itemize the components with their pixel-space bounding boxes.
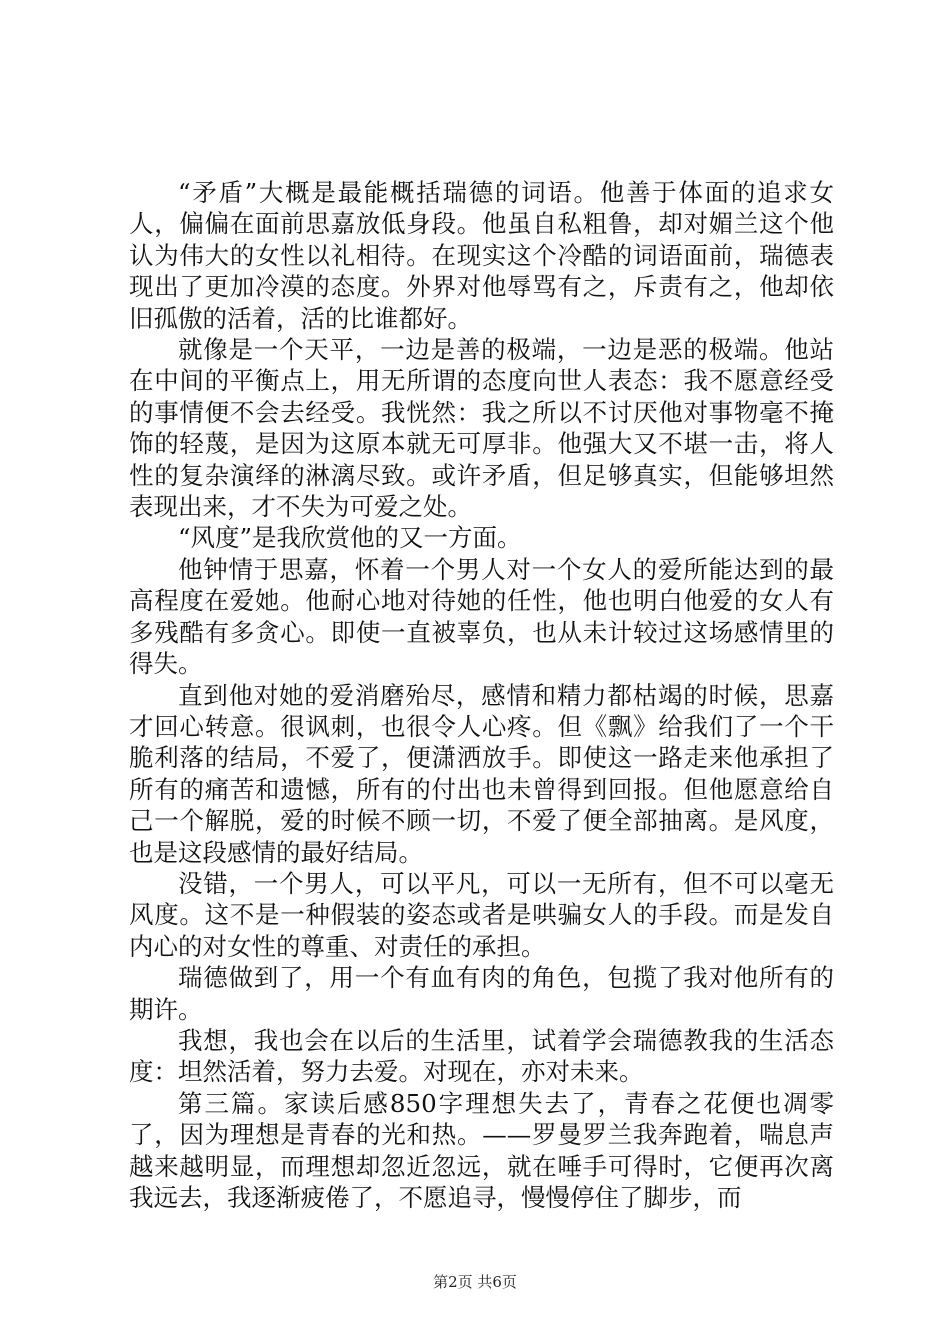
paragraph: 瑞德做到了，用一个有血有肉的角色，包揽了我对他所有的期许。 [129,963,834,1024]
paragraph: 就像是一个天平，一边是善的极端，一边是恶的极端。他站在中间的平衡点上，用无所谓的态度向世人表态：我不愿意经受的事情便不会去经受。我恍然：我之所以不讨厌他对事物毫不掩饰的轻蔑，是因为这原本就无可厚非。他强大又不堪一击，将人性的复杂演绎的淋漓尽致。或许矛盾，但足够真实，但能够坦然表现出来，才不失为可爱之处。 [129,335,834,522]
paragraph: 我想，我也会在以后的生活里，试着学会瑞德教我的生活态度：坦然活着，努力去爱。对现在，亦对未来。 [129,1025,834,1087]
document-body [129,177,834,1213]
page-footer: 第2页 共6页 [433,1273,517,1291]
paragraph: 他钟情于思嘉，怀着一个男人对一个女人的爱所能达到的最高程度在爱她。他耐心地对待她的任性，他也明白他爱的女人有多残酷有多贪心。即使一直被辜负，也从未计较过这场感情里的得失。 [129,554,834,679]
paragraph: 没错，一个男人，可以平凡，可以一无所有，但不可以毫无风度。这不是一种假装的姿态或者是哄骗女人的手段。而是发自内心的对女性的尊重、对责任的承担。 [129,868,834,961]
paragraph: 直到他对她的爱消磨殆尽，感情和精力都枯竭的时候，思嘉才回心转意。很讽刺，也很令人心疼。但《飘》给我们了一个干脆利落的结局，不爱了，便潇洒放手。即使这一路走来他承担了所有的痛苦和遗憾，所有的付出也未曾得到回报。但他愿意给自己一个解脱，爱的时候不顾一切，不爱了便全部抽离。是风度，也是这段感情的最好结局。 [129,680,834,867]
paragraph: “风度”是我欣赏他的又一方面。 [178,523,522,553]
paragraph: “矛盾”大概是最能概括瑞德的词语。他善于体面的追求女人，偏偏在面前思嘉放低身段。他虽自私粗鲁，却对媚兰这个他认为伟大的女性以礼相待。在现实这个冷酷的词语面前，瑞德表现出了更加冷漠的态度。外界对他辱骂有之，斥责有之，他却依旧孤傲的活着，活的比谁都好。 [129,178,834,333]
paragraph: 第三篇。家读后感850字理想失去了，青春之花便也凋零了，因为理想是青春的光和热。——罗曼罗兰我奔跑着，喘息声越来越明显，而理想却忽近忽远，就在唾手可得时，它便再次离我远去，我逐渐疲倦了，不愿追寻，慢慢停住了脚步，而 [129,1088,834,1212]
